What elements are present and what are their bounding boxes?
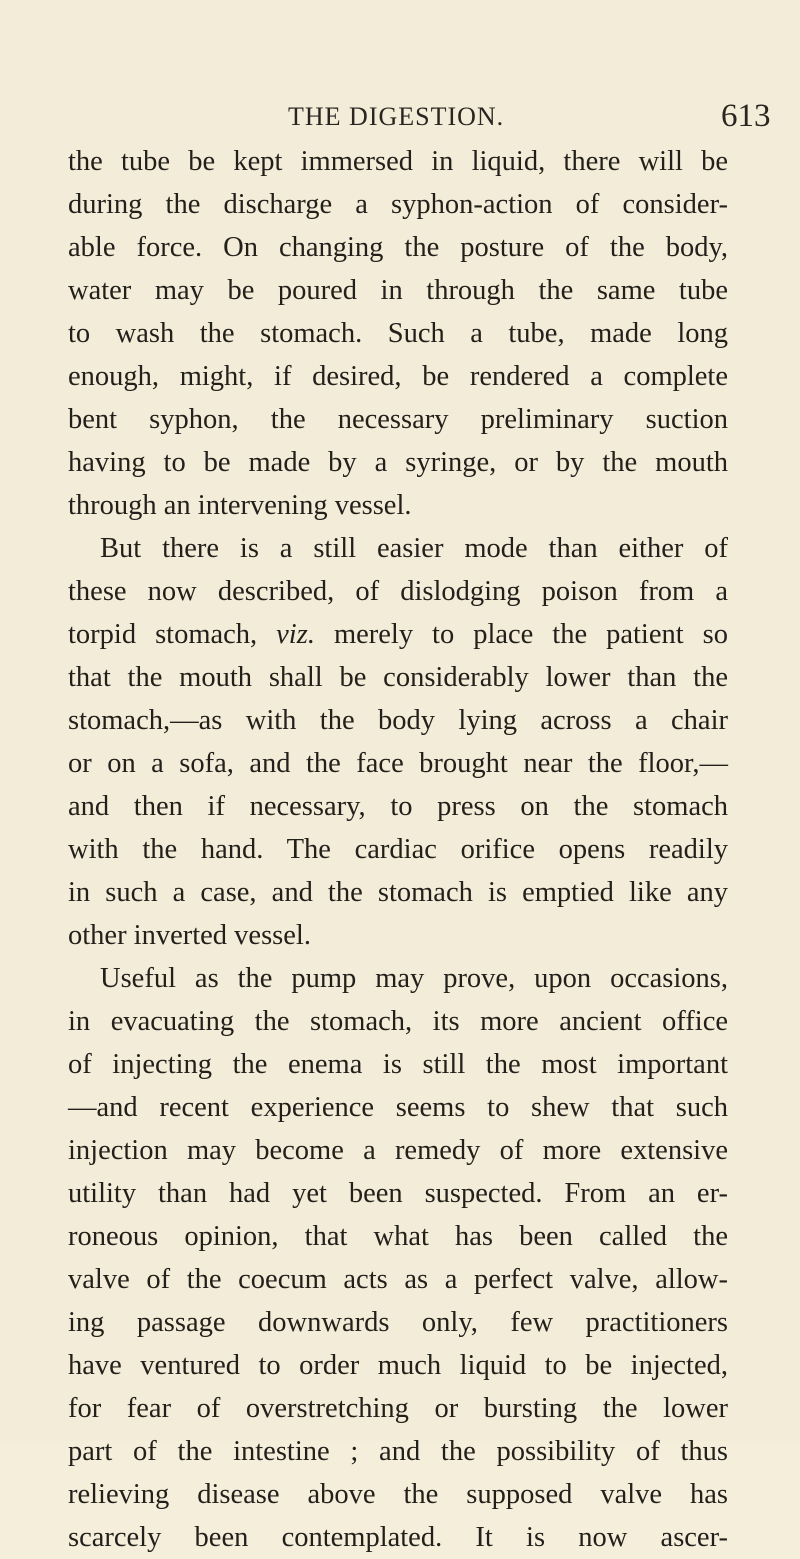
text-line: to wash the stomach. Such a tube, made long [68,318,728,349]
text-line: of injecting the enema is still the most important [68,1049,728,1080]
text-line: in evacuating the stomach, its more ancient office [68,1006,728,1037]
text-line: these now described, of dislodging poison from a [68,576,728,607]
text-line: torpid stomach, viz. merely to place the patient so [68,619,728,650]
text-line: other inverted vessel. [68,920,311,951]
text-line: for fear of overstretching or bursting the lower [68,1393,728,1424]
text-line: and then if necessary, to press on the stomach [68,791,728,822]
text-line: But there is a still easier mode than either of [100,533,728,564]
text-line: having to be made by a syringe, or by the mouth [68,447,728,478]
text-line: utility than had yet been suspected. From an er- [68,1178,728,1209]
text-line: in such a case, and the stomach is emptied like any [68,877,728,908]
text-line: enough, might, if desired, be rendered a complete [68,361,728,392]
text-line: that the mouth shall be considerably lower than the [68,662,728,693]
text-line: Useful as the pump may prove, upon occasions, [100,963,728,994]
text-line: with the hand. The cardiac orifice opens readily [68,834,728,865]
text-line: valve of the coecum acts as a perfect valve, allow- [68,1264,728,1295]
text-line: stomach,—as with the body lying across a chair [68,705,728,736]
text-line: injection may become a remedy of more extensive [68,1135,728,1166]
text-line: part of the intestine ; and the possibility of thus [68,1436,728,1467]
body-text [68,140,728,1559]
text-line: during the discharge a syphon-action of consider- [68,189,728,220]
text-line: bent syphon, the necessary preliminary suction [68,404,728,435]
text-line: or on a sofa, and the face brought near the floor,— [68,748,728,779]
page-number: 613 [721,98,771,134]
text-line: ing passage downwards only, few practitioners [68,1307,728,1338]
text-line: roneous opinion, that what has been called the [68,1221,728,1252]
text-line: water may be poured in through the same tube [68,275,728,306]
text-line: the tube be kept immersed in liquid, there will be [68,146,728,177]
text-line: relieving disease above the supposed valve has [68,1479,728,1510]
text-line: have ventured to order much liquid to be injected, [68,1350,728,1381]
text-line: —and recent experience seems to shew that such [68,1092,728,1123]
text-line: able force. On changing the posture of the body, [68,232,728,263]
text-line: scarcely been contemplated. It is now ascer- [68,1522,728,1553]
running-title: THE DIGESTION. [288,102,505,131]
text-line: through an intervening vessel. [68,490,412,521]
page-header [0,98,800,138]
